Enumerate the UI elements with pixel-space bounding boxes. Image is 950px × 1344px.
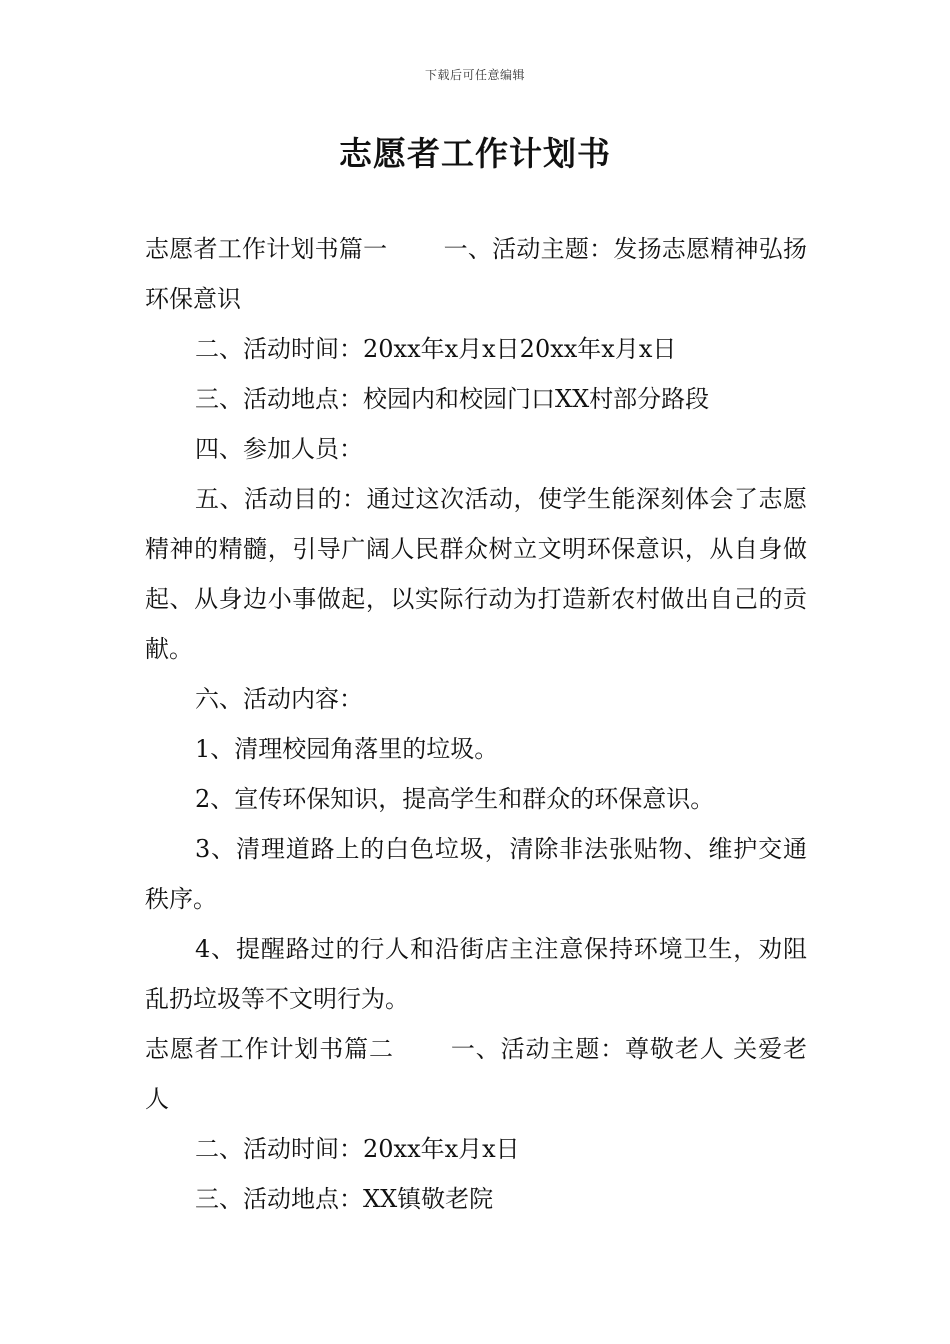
document-body bbox=[145, 224, 807, 1224]
list-item: 1、清理校园角落里的垃圾。 bbox=[195, 735, 499, 763]
list-item: 2、宣传环保知识，提高学生和群众的环保意识。 bbox=[195, 785, 715, 813]
paragraph-location: 三、活动地点：XX镇敬老院 bbox=[195, 1185, 494, 1213]
document-title: 志愿者工作计划书 bbox=[339, 134, 611, 173]
header-note: 下载后可任意编辑 bbox=[424, 68, 525, 82]
list-item: 4、提醒路过的行人和沿街店主注意保持环境卫生，劝阻乱扔垃圾等不文明行为。 bbox=[145, 935, 807, 1013]
paragraph-part2-theme bbox=[145, 1024, 807, 1124]
paragraph-content-heading: 六、活动内容： bbox=[195, 685, 363, 713]
paragraph-time: 二、活动时间：20xx年x月x日20xx年x月x日 bbox=[195, 335, 677, 363]
list-item: 3、清理道路上的白色垃圾，清除非法张贴物、维护交通秩序。 bbox=[145, 835, 807, 913]
paragraph-text: 一、活动主题：发扬志愿精神弘扬环保意识 bbox=[145, 235, 808, 313]
paragraph-location: 三、活动地点：校园内和校园门口XX村部分路段 bbox=[195, 385, 710, 413]
paragraph-participants: 四、参加人员： bbox=[195, 435, 363, 463]
section-heading: 志愿者工作计划书篇一 bbox=[145, 235, 388, 263]
paragraph-purpose: 五、活动目的：通过这次活动，使学生能深刻体会了志愿精神的精髓，引导广阔人民群众树立文明环保意识，从自身做起、从身边小事做起，以实际行动为打造新农村做出自己的贡献。 bbox=[145, 485, 807, 663]
paragraph-part1-theme bbox=[145, 224, 807, 324]
section-heading: 志愿者工作计划书篇二 bbox=[145, 1035, 394, 1063]
paragraph-text: 一、活动主题：尊敬老人 关爱老人 bbox=[145, 1035, 807, 1113]
paragraph-time: 二、活动时间：20xx年x月x日 bbox=[195, 1135, 520, 1163]
